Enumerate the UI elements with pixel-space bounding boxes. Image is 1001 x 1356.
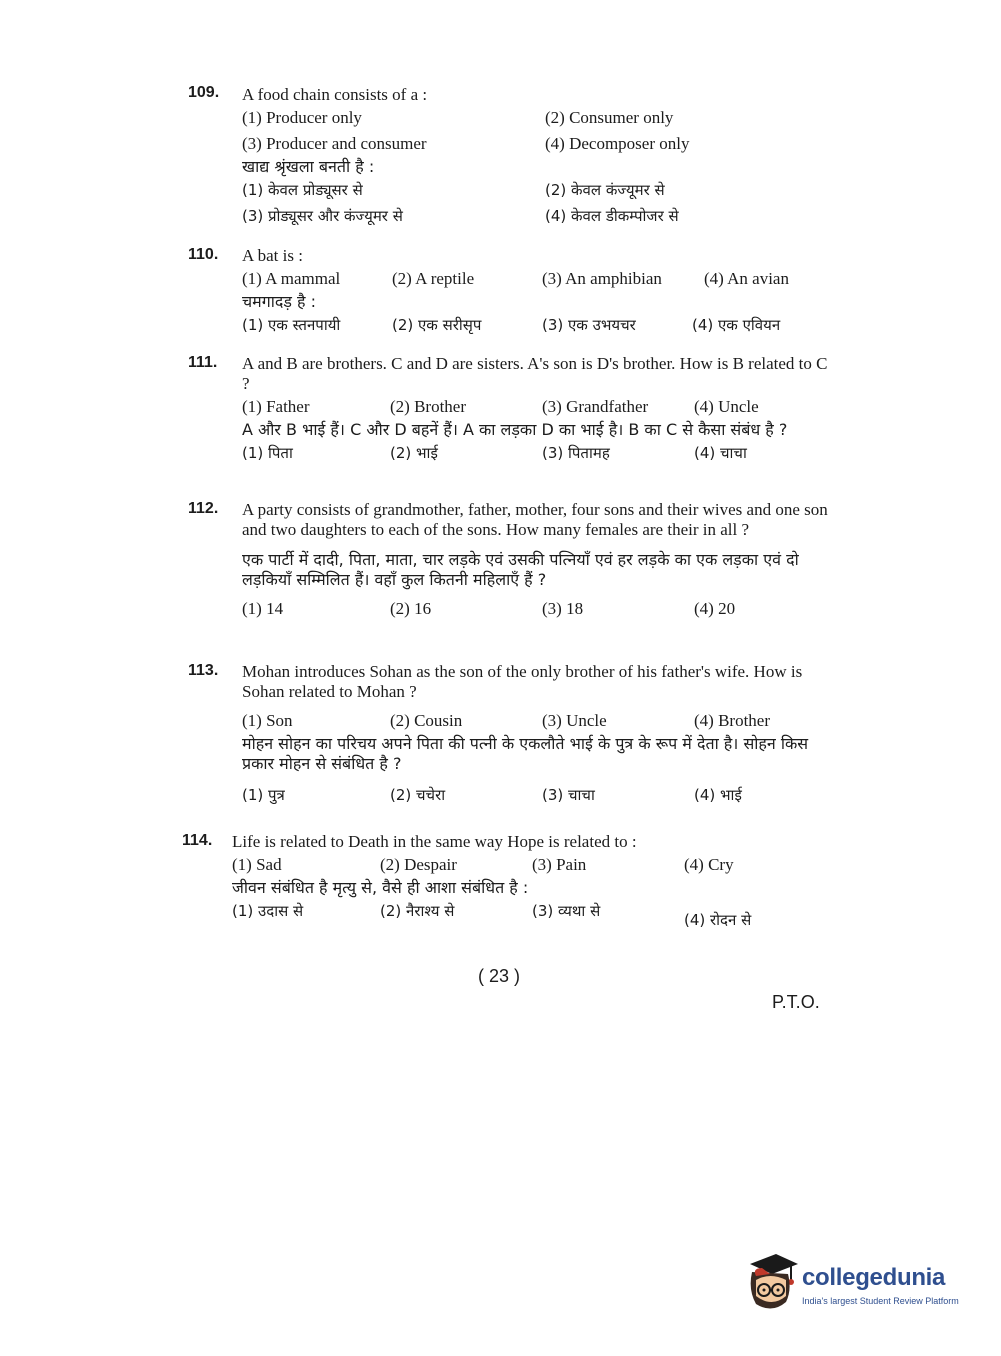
collegedunia-logo	[742, 1250, 972, 1320]
options-en-row-2	[242, 131, 838, 157]
question-number: 112.	[188, 500, 219, 517]
question-110	[188, 246, 838, 338]
logo-tagline: India's largest Student Review Platform	[802, 1296, 959, 1306]
option-1-hi: (1) पिता	[242, 444, 293, 462]
option-4-hi: (4) एक एवियन	[692, 316, 781, 334]
option-2-en: (2) Cousin	[390, 711, 463, 730]
option-1-hi: (1) एक स्तनपायी	[242, 316, 341, 334]
option-4-en: (4) Brother	[694, 711, 771, 730]
options-hi	[242, 440, 838, 466]
options-en	[242, 394, 838, 420]
option-2-hi: (2) नैराश्य से	[380, 902, 455, 920]
question-stem-en: A and B are brothers. C and D are sisters. A's son is D's brother. How is B related to C ?	[242, 354, 828, 393]
question-stem-en: Life is related to Death in the same way Hope is related to :	[232, 832, 637, 851]
option-3-en: (3) Producer and consumer	[242, 134, 427, 153]
option-3-hi: (3) एक उभयचर	[542, 316, 636, 334]
option-3-en: (3) An amphibian	[542, 269, 662, 288]
option-4-hi: (4) केवल डीकम्पोजर से	[545, 207, 679, 225]
options-hi-row-1	[242, 177, 838, 203]
question-number: 109.	[188, 84, 220, 101]
question-stem-en: A party consists of grandmother, father, mother, four sons and their wives and one son and two daughters to each of the sons. How many females are their in all ?	[242, 500, 828, 539]
page-number: ( 23 )	[478, 966, 521, 986]
question-stem-hi: चमगादड़ है :	[242, 292, 316, 311]
option-2: (2) 16	[390, 599, 432, 618]
option-1-en: (1) Father	[242, 397, 310, 416]
options-hi	[232, 898, 832, 929]
option-2-en: (2) Consumer only	[545, 108, 674, 127]
option-1-en: (1) Sad	[232, 855, 282, 874]
option-3-en: (3) Pain	[532, 855, 587, 874]
option-4-en: (4) Cry	[684, 855, 734, 874]
option-2-en: (2) Brother	[390, 397, 467, 416]
option-2-hi: (2) चचेरा	[390, 786, 446, 804]
question-stem-hi: जीवन संबंधित है मृत्यु से, वैसे ही आशा संबंधित है :	[232, 878, 529, 897]
option-1-hi: (1) पुत्र	[242, 786, 285, 804]
option-3: (3) 18	[542, 599, 584, 618]
options-en	[232, 852, 832, 878]
question-stem-hi: A और B भाई हैं। C और D बहनें हैं। A का लड़का D का भाई है। B का C से कैसा संबंध है ?	[242, 420, 788, 439]
option-1-hi: (1) केवल प्रोड्यूसर से	[242, 181, 363, 199]
logo-wordmark: collegedunia	[802, 1264, 946, 1291]
question-stem-en: A food chain consists of a :	[242, 85, 428, 104]
option-4-hi: (4) रोदन से	[684, 911, 752, 929]
pto-label: P.T.O.	[772, 992, 820, 1012]
question-stem-hi: एक पार्टी में दादी, पिता, माता, चार लड़के एवं उसकी पत्नियाँ एवं हर लड़के का एक लड़का एवं दो लड़कियाँ सम्मिलित हैं। वहाँ कुल कितनी महिलाएँ हैं ?	[242, 550, 799, 589]
question-stem-hi: खाद्य श्रृंखला बनती है :	[242, 157, 375, 176]
option-3-en: (3) Grandfather	[542, 397, 649, 416]
option-2-en: (2) Despair	[380, 855, 457, 874]
options-en	[242, 266, 838, 292]
question-114	[182, 832, 832, 929]
option-1-en: (1) A mammal	[242, 269, 341, 288]
option-1: (1) 14	[242, 599, 284, 618]
option-4-hi: (4) भाई	[694, 786, 742, 804]
option-2-en: (2) A reptile	[392, 269, 475, 288]
option-4: (4) 20	[694, 599, 736, 618]
question-113	[188, 662, 838, 808]
options-hi	[242, 312, 838, 338]
option-3-hi: (3) पितामह	[542, 444, 610, 462]
question-stem-en: Mohan introduces Sohan as the son of the only brother of his father's wife. How is Sohan related to Mohan ?	[242, 662, 803, 701]
question-number: 111.	[188, 354, 218, 371]
option-4-en: (4) Uncle	[694, 397, 759, 416]
option-4-en: (4) An avian	[704, 269, 789, 288]
question-stem-hi: मोहन सोहन का परिचय अपने पिता की पत्नी के एकलौते भाई के पुत्र के रूप में देता है। सोहन किस प्रकार मोहन से संबंधित है ?	[242, 734, 809, 773]
question-number: 113.	[188, 662, 219, 679]
option-1-en: (1) Son	[242, 711, 293, 730]
question-112	[188, 500, 838, 622]
mascot-icon	[742, 1250, 800, 1314]
question-111	[188, 354, 838, 466]
options-hi	[242, 782, 838, 808]
option-1-en: (1) Producer only	[242, 108, 362, 127]
option-3-hi: (3) व्यथा से	[532, 902, 601, 920]
question-number: 110.	[188, 246, 219, 263]
option-1-hi: (1) उदास से	[232, 902, 304, 920]
option-4-hi: (4) चाचा	[694, 444, 747, 462]
question-109	[188, 84, 838, 229]
option-3-hi: (3) चाचा	[542, 786, 595, 804]
question-number: 114.	[182, 832, 213, 849]
options-hi-row-2	[242, 203, 838, 229]
option-2-hi: (2) भाई	[390, 444, 438, 462]
option-2-hi: (2) केवल कंज्यूमर से	[545, 181, 665, 199]
options	[242, 596, 838, 622]
option-3-hi: (3) प्रोड्यूसर और कंज्यूमर से	[242, 207, 403, 225]
question-stem-en: A bat is :	[242, 246, 303, 265]
option-3-en: (3) Uncle	[542, 711, 607, 730]
option-2-hi: (2) एक सरीसृप	[392, 316, 482, 334]
option-4-en: (4) Decomposer only	[545, 134, 690, 153]
options-en-row-1	[242, 105, 838, 131]
options-en	[242, 708, 838, 734]
